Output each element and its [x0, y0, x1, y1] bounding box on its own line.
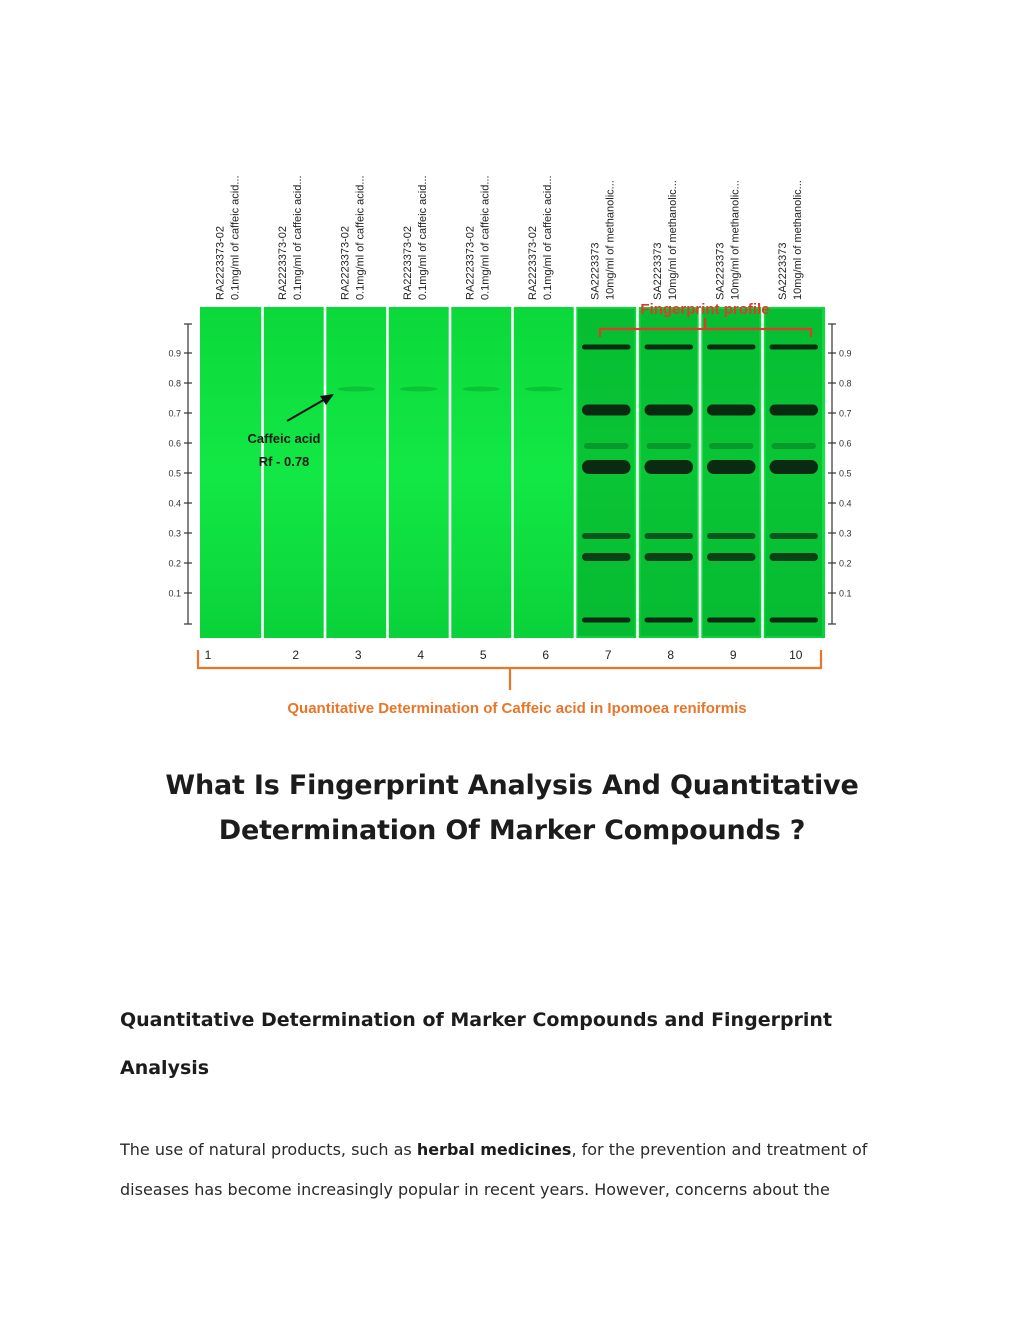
lane-label-4-line-1: RA2223373-02 — [401, 225, 414, 300]
caffeic-rf-label: Rf - 0.78 — [258, 454, 310, 469]
caffeic-acid-band — [400, 387, 438, 392]
rf-tick-label: 0.5 — [839, 468, 852, 479]
lane-label-4-line-2: 0.1mg/ml of caffeic acid... — [416, 175, 429, 300]
lane-label-9-line-2: 10mg/ml of methanolic... — [729, 180, 742, 300]
lane-number-9: 9 — [729, 648, 737, 662]
lane-label-6-line-1: RA2223373-02 — [526, 225, 539, 300]
sample-band — [582, 460, 631, 474]
sample-band — [770, 345, 819, 350]
lane-label-7-line-2: 10mg/ml of methanolic... — [604, 180, 617, 300]
sample-band — [707, 460, 756, 474]
sample-band — [770, 618, 819, 623]
caffeic-acid-band — [463, 387, 501, 392]
rf-tick-label: 0.7 — [839, 408, 852, 419]
lane-number-10: 10 — [789, 648, 803, 662]
lane-divider — [449, 307, 452, 638]
paragraph-text-before: The use of natural products, such as — [120, 1140, 417, 1159]
lane-number-2: 2 — [292, 648, 300, 662]
rf-tick-label: 0.9 — [168, 348, 181, 359]
sample-band — [707, 405, 756, 416]
herbal-medicines-link[interactable]: herbal medicines — [416, 1140, 572, 1159]
intro-paragraph — [120, 1130, 920, 1210]
paragraph-text-after: , for the prevention and treatment of diseases has become increasingly popular in recent years. However, concerns about the — [120, 1140, 868, 1199]
lane-label-5-line-1: RA2223373-02 — [464, 225, 477, 300]
rf-tick-label: 0.7 — [168, 408, 181, 419]
lane-label-2-line-1: RA2223373-02 — [276, 225, 289, 300]
rf-tick-label: 0.2 — [839, 558, 852, 569]
rf-tick-label: 0.4 — [168, 498, 181, 509]
lane-label-7-line-1: SA2223373 — [589, 242, 602, 300]
rf-tick-label: 0.1 — [168, 588, 181, 599]
rf-tick-label: 0.4 — [839, 498, 852, 509]
sample-band — [770, 553, 819, 561]
rf-tick-label: 0.2 — [168, 558, 181, 569]
sample-band — [770, 405, 819, 416]
lane-label-1-line-2: 0.1mg/ml of caffeic acid... — [229, 175, 242, 300]
rf-axis-right — [828, 324, 852, 624]
lane-label-2-line-2: 0.1mg/ml of caffeic acid... — [291, 175, 304, 300]
sample-band — [707, 618, 756, 623]
sample-band — [645, 460, 694, 474]
sample-band — [582, 553, 631, 561]
sample-band — [645, 405, 694, 416]
lane-number-5: 5 — [479, 648, 487, 662]
sample-band — [645, 553, 694, 561]
rf-tick-label: 0.8 — [839, 378, 852, 389]
sample-band-faint — [709, 443, 754, 449]
lane-label-9-line-1: SA2223373 — [714, 242, 727, 300]
sample-band — [582, 618, 631, 623]
lane-label-3-line-2: 0.1mg/ml of caffeic acid... — [354, 175, 367, 300]
sample-band — [582, 345, 631, 350]
sample-band-faint — [772, 443, 817, 449]
rf-tick-label: 0.6 — [839, 438, 852, 449]
lane-label-10-line-2: 10mg/ml of methanolic... — [791, 180, 804, 300]
sample-band — [707, 553, 756, 561]
lane-label-8-line-2: 10mg/ml of methanolic... — [666, 180, 679, 300]
lane-divider — [761, 307, 764, 638]
lane-divider — [386, 307, 389, 638]
lane-divider — [511, 307, 514, 638]
lane-label-8-line-1: SA2223373 — [651, 242, 664, 300]
rf-axis-left — [168, 324, 192, 624]
sample-band — [582, 405, 631, 416]
rf-tick-label: 0.3 — [168, 528, 181, 539]
page-title: What Is Fingerprint Analysis And Quantitative Determination Of Marker Compounds ? — [165, 770, 859, 846]
sample-band-faint — [584, 443, 629, 449]
lane-divider — [261, 307, 264, 638]
sample-band — [582, 533, 631, 539]
section-heading: Quantitative Determination of Marker Compounds and Fingerprint Analysis — [120, 1009, 833, 1079]
lane-divider — [574, 307, 577, 638]
lane-divider — [636, 307, 639, 638]
lane-number-7: 7 — [604, 648, 612, 662]
lane-number-4: 4 — [417, 648, 425, 662]
lane-divider — [324, 307, 327, 638]
lane-label-3-line-1: RA2223373-02 — [339, 225, 352, 300]
rf-tick-label: 0.9 — [839, 348, 852, 359]
caffeic-acid-band — [338, 387, 376, 392]
lane-label-1-line-1: RA2223373-02 — [214, 225, 227, 300]
sample-band — [770, 460, 819, 474]
fingerprint-label: Fingerprint profile — [640, 301, 770, 318]
sample-band — [707, 533, 756, 539]
lane-numbers — [205, 648, 803, 662]
rf-tick-label: 0.1 — [839, 588, 852, 599]
lane-number-6: 6 — [542, 648, 550, 662]
sample-band — [645, 533, 694, 539]
lane-divider — [699, 307, 702, 638]
caffeic-acid-band — [525, 387, 563, 392]
figure-caption: Quantitative Determination of Caffeic acid in Ipomoea reniformis — [287, 700, 747, 717]
caffeic-label: Caffeic acid — [247, 431, 321, 446]
lane-label-10-line-1: SA2223373 — [776, 242, 789, 300]
rf-tick-label: 0.6 — [168, 438, 181, 449]
rf-tick-label: 0.5 — [168, 468, 181, 479]
sample-band — [645, 618, 694, 623]
lane-label-6-line-2: 0.1mg/ml of caffeic acid... — [541, 175, 554, 300]
rf-tick-label: 0.8 — [168, 378, 181, 389]
sample-band-faint — [647, 443, 692, 449]
lane-label-5-line-2: 0.1mg/ml of caffeic acid... — [479, 175, 492, 300]
rf-tick-label: 0.3 — [839, 528, 852, 539]
lane-number-3: 3 — [354, 648, 362, 662]
sample-band — [770, 533, 819, 539]
lane-labels — [214, 175, 804, 300]
lane-number-8: 8 — [667, 648, 675, 662]
sample-band — [707, 345, 756, 350]
lane-number-1: 1 — [204, 648, 212, 662]
sample-band — [645, 345, 694, 350]
